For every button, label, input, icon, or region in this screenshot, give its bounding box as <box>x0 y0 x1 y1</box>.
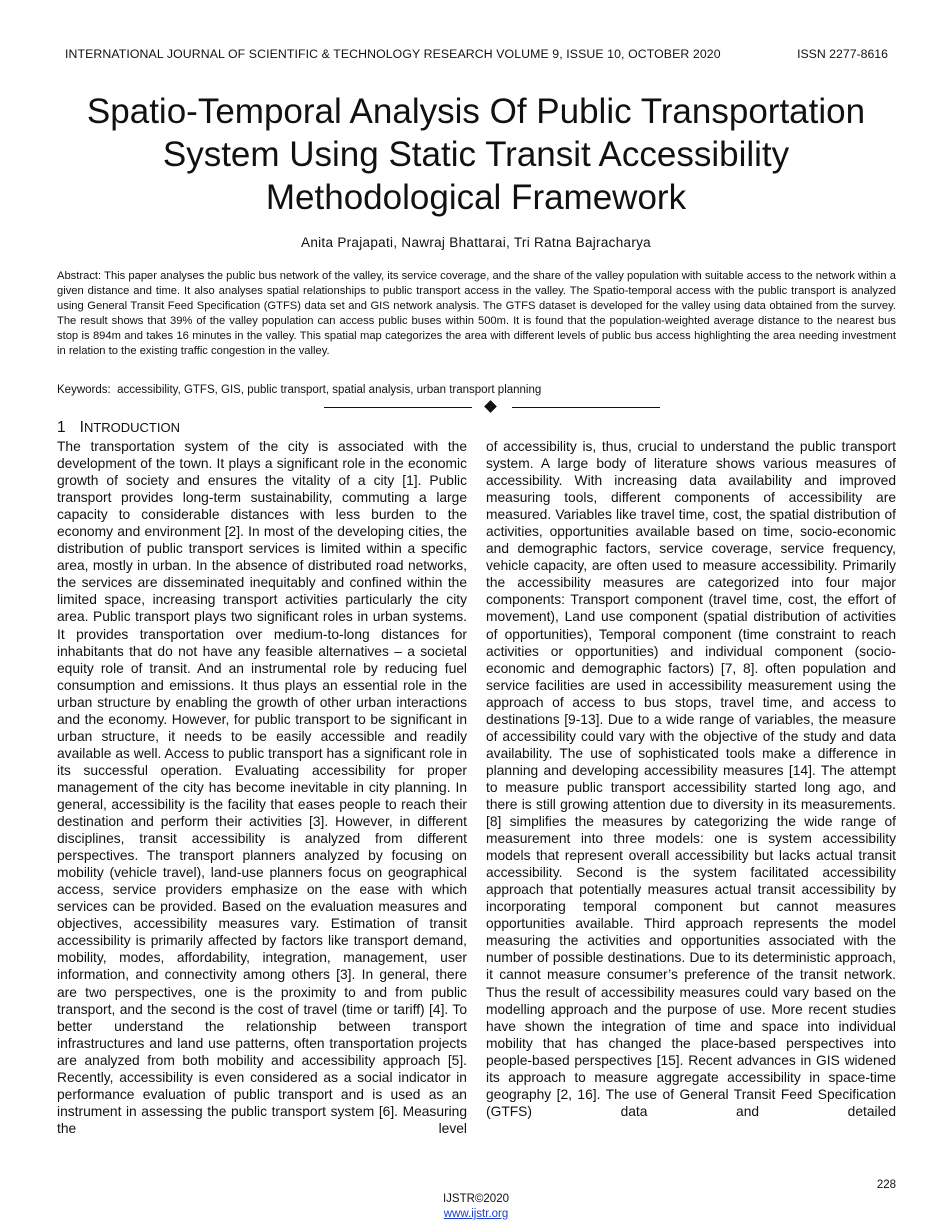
abstract <box>57 269 896 359</box>
page-number: 228 <box>876 1179 896 1191</box>
body-column-left: The transportation system of the city is associated with the development of the town. It plays a significant role in the economic growth of society and ensures the vitality of a city [1]. Public transport provides long-term sustainability, commuting a large capacity to considerable distances with less burden to the economy and environment [2]. In most of the developing cities, the distribution of public transport services is limited within a specific area, mostly in urban. In the absence of distributed road networks, the services are disseminated inequitably and confined within the limited space, increasing transport activities particularly the city area. Public transport plays two significant roles in urban systems. It provides transportation over medium-to-long distances for inhabitants that do not have any feasible alternatives – a societal equity role of transit. And an instrumental role by reducing fuel consumption and emissions. It thus plays an essential role in the urban structure by enabling the growth of other urban interactions and the economy. However, for public transport to be significant in urban structure, it needs to be easily accessible and readily available as well. Access to public transport has a significant role in its successful operation. Evaluating accessibility for proper management of the city has become inevitable in city planning. In general, accessibility is the facility that eases people to reach their destination and perform their activities [3]. However, in different disciplines, transit accessibility is analyzed from different perspectives. The transport planners analyzed by focusing on mobility (vehicle travel), land-use planners focus on geographical access, service providers emphasize on the ease with which services can be provided. Based on the evaluation measures and objectives, accessibility measures vary. Estimation of transit accessibility is primarily affected by factors like transport demand, mobility, modes, affordability, integration, management, user information, and connectivity among others [3]. In general, there are two perspectives, one is the proximity to and from public transport, and the second is the cost of travel (time or tariff) [4]. To better understand the relationship between transport infrastructures and land use patterns, often transportation projects are analyzed from both mobility and accessibility approach [5]. Recently, accessibility is even considered as a social indicator in performance evaluation of public transport and is used as an instrument in assessing the public transport system [6]. Measuring the level <box>57 439 467 1136</box>
section-separator <box>324 400 660 416</box>
section-heading-introduction <box>57 419 180 437</box>
keywords-label: Keywords: <box>57 384 111 396</box>
paper-title: Spatio-Temporal Analysis Of Public Transportation System Using Static Transit Accessibility Methodological Framework <box>86 92 866 217</box>
section-title-rest: NTRODUCTION <box>83 420 180 435</box>
copyright-notice: IJSTR©2020 <box>442 1193 509 1205</box>
abstract-text: This paper analyses the public bus network of the valley, its service coverage, and the share of the valley population with suitable access to the network within a given distance and time. It also analyses spatial relationships to public transport access in the valley. The Spatio-temporal access with the public transport is analyzed using General Transit Feed Specification (GTFS) data set and GIS network analysis. The GTFS dataset is developed for the valley using data obtained from the survey. The result shows that 39% of the valley population can access public buses within 500m. It is found that the population-weighted average distance to the nearest bus stop is 894m and takes 16 minutes in the valley. This spatial map categorizes the area with different levels of public bus access highlighting the area needing investment in relation to the existing traffic congestion in the valley. <box>57 270 897 357</box>
keywords-text: accessibility, GTFS, GIS, public transport, spatial analysis, urban transport planning <box>117 384 542 396</box>
author-list: Anita Prajapati, Nawraj Bhattarai, Tri Ratna Bajracharya <box>301 235 651 250</box>
issn-label: ISSN 2277-8616 <box>797 47 888 61</box>
body-column-right: of accessibility is, thus, crucial to understand the public transport system. A large body of literature shows various measures of accessibility. With increasing data availability and improved measuring tools, different components of accessibility are measured. Variables like travel time, cost, the spatial distribution of activities, opportunities available based on time, socio-economic and demographic factors, service coverage, service frequency, vehicle capacity, are often used to measure accessibility. Primarily the accessibility measures are categorized into four major components: Transport component (travel time, cost, the effort of movement), Land use component (spatial distribution of activities of opportunities), Temporal component (time constraint to reach activities or opportunities) and individual component (socio-economic and demographic factors) [7, 8]. often population and service facilities are used in accessibility measurement using the approach of access to bus stops, travel time, and access to destinations [9-13]. Due to a wide range of variables, the measure of accessibility could vary with the objective of the study and data availability. The use of sophisticated tools make a difference in planning and developing accessibility measures [14]. The attempt to measure public transport accessibility started long ago, and there is still growing attention due to diversity in its measurements. [8] simplifies the measures by categorizing the wide range of measurement into three models: one is system accessibility models that represent overall accessibility but lacks actual transit accessibility. Second is the system facilitated accessibility approach that potentially measures actual transit accessibility by incorporating temporal component but cannot measures opportunities available. Third approach represents the model measuring the activities and opportunities associated with the number of possible destinations. Due to its deterministic approach, it cannot measure consumer’s preference of the transit network. Thus the result of accessibility measures could vary based on the modelling approach and the purpose of use. More recent studies have shown the integration of time and space into individual mobility that has changed the place-based perspectives into people-based perspectives [15]. Recent advances in GIS widened its approach to measure aggregate accessibility in space-time geography [2, 16]. The use of General Transit Feed Specification (GTFS) data and detailed <box>486 439 896 1119</box>
journal-website-link[interactable]: www.ijstr.org <box>443 1208 509 1220</box>
journal-running-header: INTERNATIONAL JOURNAL OF SCIENTIFIC & TECHNOLOGY RESEARCH VOLUME 9, ISSUE 10, OCTOBER 2020 <box>65 47 721 61</box>
section-number: 1 <box>57 419 66 436</box>
page-footer <box>0 1192 952 1222</box>
abstract-label: Abstract: <box>57 270 102 282</box>
keywords <box>57 384 896 396</box>
section-title-initial: I <box>79 419 84 436</box>
diamond-icon <box>484 400 497 413</box>
